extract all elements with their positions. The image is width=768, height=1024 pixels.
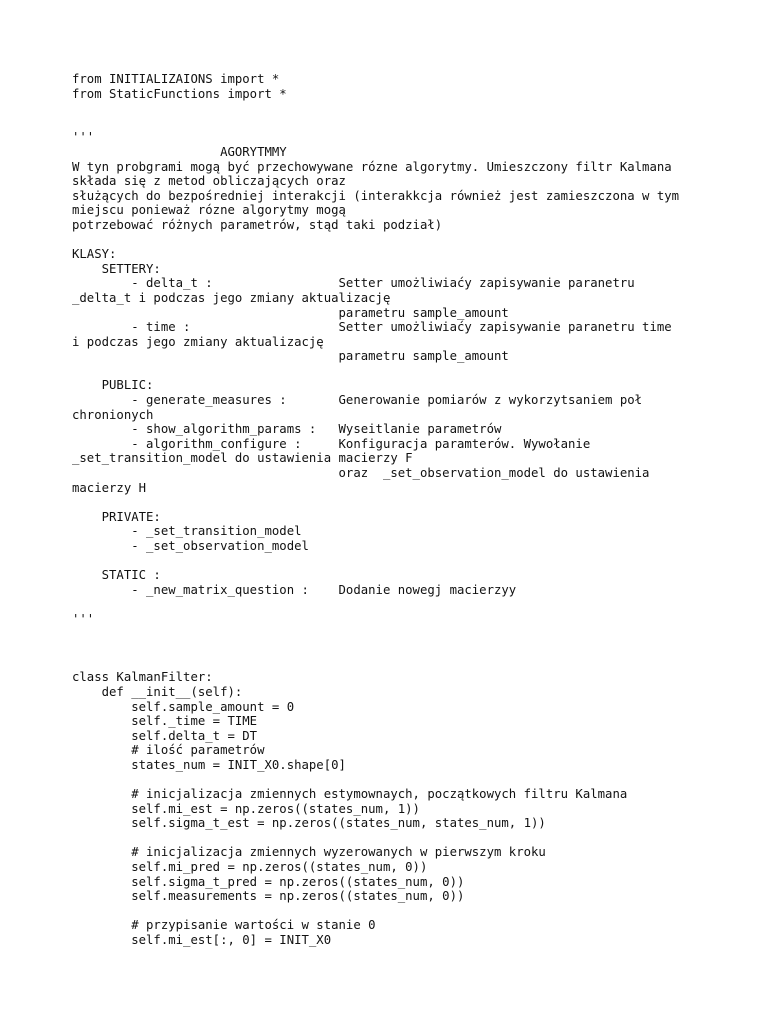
- code-line: self.mi_pred = np.zeros((states_num, 0)): [72, 860, 428, 875]
- code-line: [72, 116, 712, 131]
- code-line: PUBLIC:: [72, 378, 154, 393]
- code-line: [72, 627, 712, 642]
- code-line: - show_algorithm_params : Wyseitlanie parametrów: [72, 422, 502, 437]
- code-line: parametru sample_amount: [72, 305, 509, 320]
- code-line: [72, 773, 712, 788]
- code-line: potrzebować różnych parametrów, stąd taki podział): [72, 217, 443, 232]
- code-line: # ilość parametrów: [72, 743, 265, 758]
- code-line: KLASY:: [72, 247, 117, 262]
- code-line: # inicjalizacja zmiennych estymownaych, początkowych filtru Kalmana: [72, 787, 628, 802]
- code-line: self._time = TIME: [72, 714, 258, 729]
- code-line: _set_transition_model do ustawienia macierzy F: [72, 451, 413, 466]
- code-line: [72, 554, 712, 569]
- code-line: W tyn probgrami mogą być przechowywane rózne algorytmy. Umieszczony filtr Kalmana: [72, 159, 672, 174]
- code-line: i podczas jego zmiany aktualizację: [72, 334, 324, 349]
- code-line: states_num = INIT_X0.shape[0]: [72, 757, 346, 772]
- code-line: self.sigma_t_est = np.zeros((states_num, states_num, 1)): [72, 816, 546, 831]
- code-line: [72, 641, 712, 656]
- code-line: self.sample_amount = 0: [72, 699, 295, 714]
- code-line: self.mi_est[:, 0] = INIT_X0: [72, 933, 332, 948]
- code-line: miejscu ponieważ rózne algorytmy mogą: [72, 203, 346, 218]
- code-line: # inicjalizacja zmiennych wyzerowanych w pierwszym kroku: [72, 845, 546, 860]
- code-line: _delta_t i podczas jego zmiany aktualizację: [72, 290, 391, 305]
- code-line: self.measurements = np.zeros((states_num, 0)): [72, 889, 465, 904]
- code-line: - generate_measures : Generowanie pomiarów z wykorzytsaniem poł: [72, 393, 643, 408]
- code-line: - _new_matrix_question : Dodanie nowegj macierzyy: [72, 582, 517, 597]
- code-line: służących do bezpośredniej interakcji (interakkcja również jest zamieszczona w tym: [72, 188, 680, 203]
- code-line: - delta_t : Setter umożliwiaćy zapisywanie paranetru: [72, 276, 635, 291]
- code-line: ''': [72, 130, 95, 145]
- code-line: - _set_transition_model: [72, 524, 302, 539]
- code-line: [72, 101, 712, 116]
- code-line: [72, 904, 712, 919]
- code-line: self.delta_t = DT: [72, 728, 258, 743]
- code-line: [72, 597, 712, 612]
- code-line: parametru sample_amount: [72, 349, 509, 364]
- code-line: - time : Setter umożliwiaćy zapisywanie paranetru time: [72, 320, 672, 335]
- code-line: def __init__(self):: [72, 684, 243, 699]
- code-line: PRIVATE:: [72, 509, 161, 524]
- code-line: - algorithm_configure : Konfiguracja paramterów. Wywołanie: [72, 436, 591, 451]
- code-line: [72, 656, 712, 671]
- code-line: chronionych: [72, 407, 154, 422]
- code-line: AGORYTMMY: [72, 144, 287, 159]
- code-line: ''': [72, 611, 95, 626]
- code-line: [72, 364, 712, 379]
- code-line: from INITIALIZAIONS import *: [72, 72, 280, 86]
- code-line: SETTERY:: [72, 261, 161, 276]
- code-line: class KalmanFilter:: [72, 670, 213, 685]
- code-line: [72, 233, 712, 248]
- code-line: [72, 495, 712, 510]
- code-line: oraz _set_observation_model do ustawienia: [72, 466, 650, 481]
- source-code-block: [72, 72, 712, 948]
- code-line: - _set_observation_model: [72, 539, 309, 553]
- code-line: składa się z metod obliczających oraz: [72, 174, 346, 189]
- code-line: # przypisanie wartości w stanie 0: [72, 918, 376, 933]
- code-line: self.sigma_t_pred = np.zeros((states_num, 0)): [72, 874, 465, 889]
- code-line: STATIC :: [72, 568, 161, 583]
- code-line: from StaticFunctions import *: [72, 86, 287, 101]
- code-line: macierzy H: [72, 480, 147, 495]
- code-line: self.mi_est = np.zeros((states_num, 1)): [72, 801, 420, 816]
- code-line: [72, 831, 712, 846]
